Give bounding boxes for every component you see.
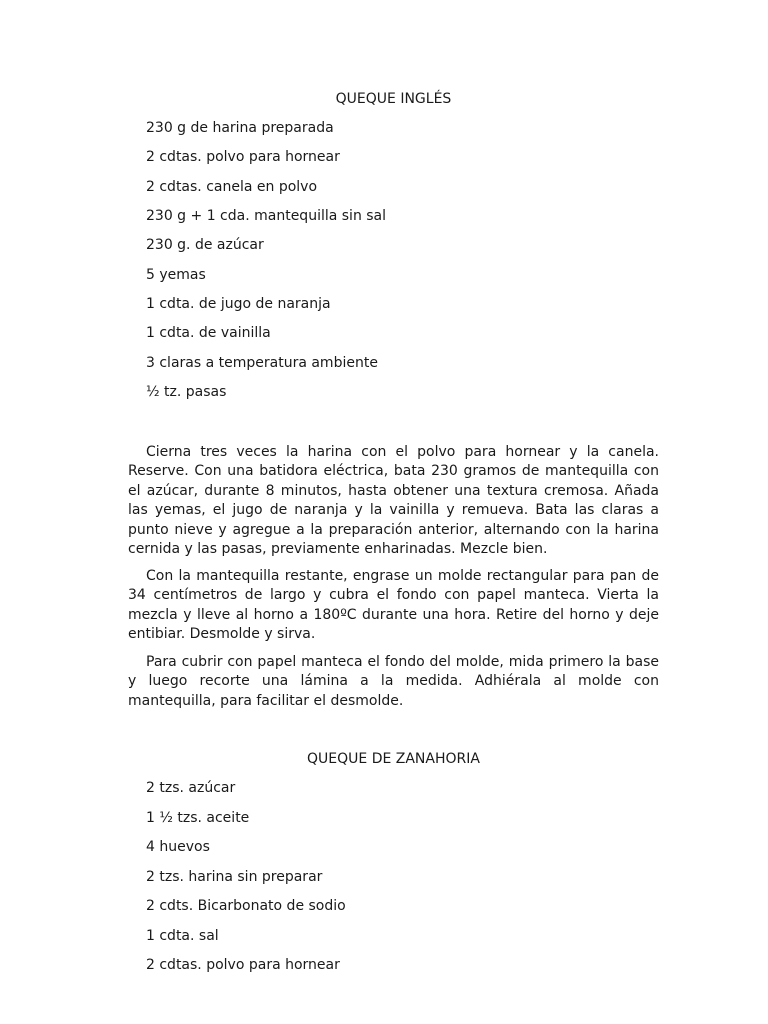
- ingredient-item: 230 g. de azúcar: [146, 237, 264, 253]
- ingredient-item: 2 cdtas. polvo para hornear: [146, 957, 340, 973]
- ingredient-item: 2 tzs. harina sin preparar: [146, 869, 323, 885]
- recipe-title: QUEQUE INGLÉS: [335, 91, 452, 107]
- ingredient-item: 5 yemas: [146, 267, 206, 283]
- recipe-title: QUEQUE DE ZANAHORIA: [307, 751, 480, 767]
- ingredient-item: 2 cdtas. polvo para hornear: [146, 149, 340, 165]
- instruction-paragraph: Para cubrir con papel manteca el fondo del molde, mida primero la base y luego recorte una lámina a la medida. Adhiérala al molde con mantequilla, para facilitar el desmolde.: [128, 654, 659, 709]
- ingredient-item: 1 ½ tzs. aceite: [146, 810, 250, 826]
- ingredient-item: 2 cdts. Bicarbonato de sodio: [146, 898, 346, 914]
- ingredient-item: 2 tzs. azúcar: [146, 780, 236, 796]
- ingredient-item: 2 cdtas. canela en polvo: [146, 179, 318, 195]
- ingredient-item: 1 cdta. de vainilla: [146, 325, 271, 341]
- ingredient-item: 4 huevos: [146, 839, 210, 855]
- instruction-paragraph: Cierna tres veces la harina con el polvo para hornear y la canela. Reserve. Con una batidora eléctrica, bata 230 gramos de mantequilla con el azúcar, durante 8 minutos, hasta obtener una textura cremosa. Añada las yemas, el jugo de naranja y la vainilla y remueva. Bata las claras a punto nieve y agregue a la preparación anterior, alternando con la harina cernida y las pasas, previamente enharinadas. Mezcle bien.: [128, 444, 659, 558]
- instruction-paragraph: Con la mantequilla restante, engrase un molde rectangular para pan de 34 centímetros de largo y cubra el fondo con papel manteca. Vierta la mezcla y lleve al horno a 180ºC durante una hora. Retire del horno y deje entibiar. Desmolde y sirva.: [128, 568, 659, 643]
- ingredient-item: 230 g + 1 cda. mantequilla sin sal: [146, 208, 387, 224]
- ingredient-item: 3 claras a temperatura ambiente: [146, 355, 378, 371]
- ingredient-item: 1 cdta. de jugo de naranja: [146, 296, 331, 312]
- ingredient-item: ½ tz. pasas: [146, 384, 227, 400]
- ingredient-item: 1 cdta. sal: [146, 928, 219, 944]
- ingredient-item: 230 g de harina preparada: [146, 120, 334, 136]
